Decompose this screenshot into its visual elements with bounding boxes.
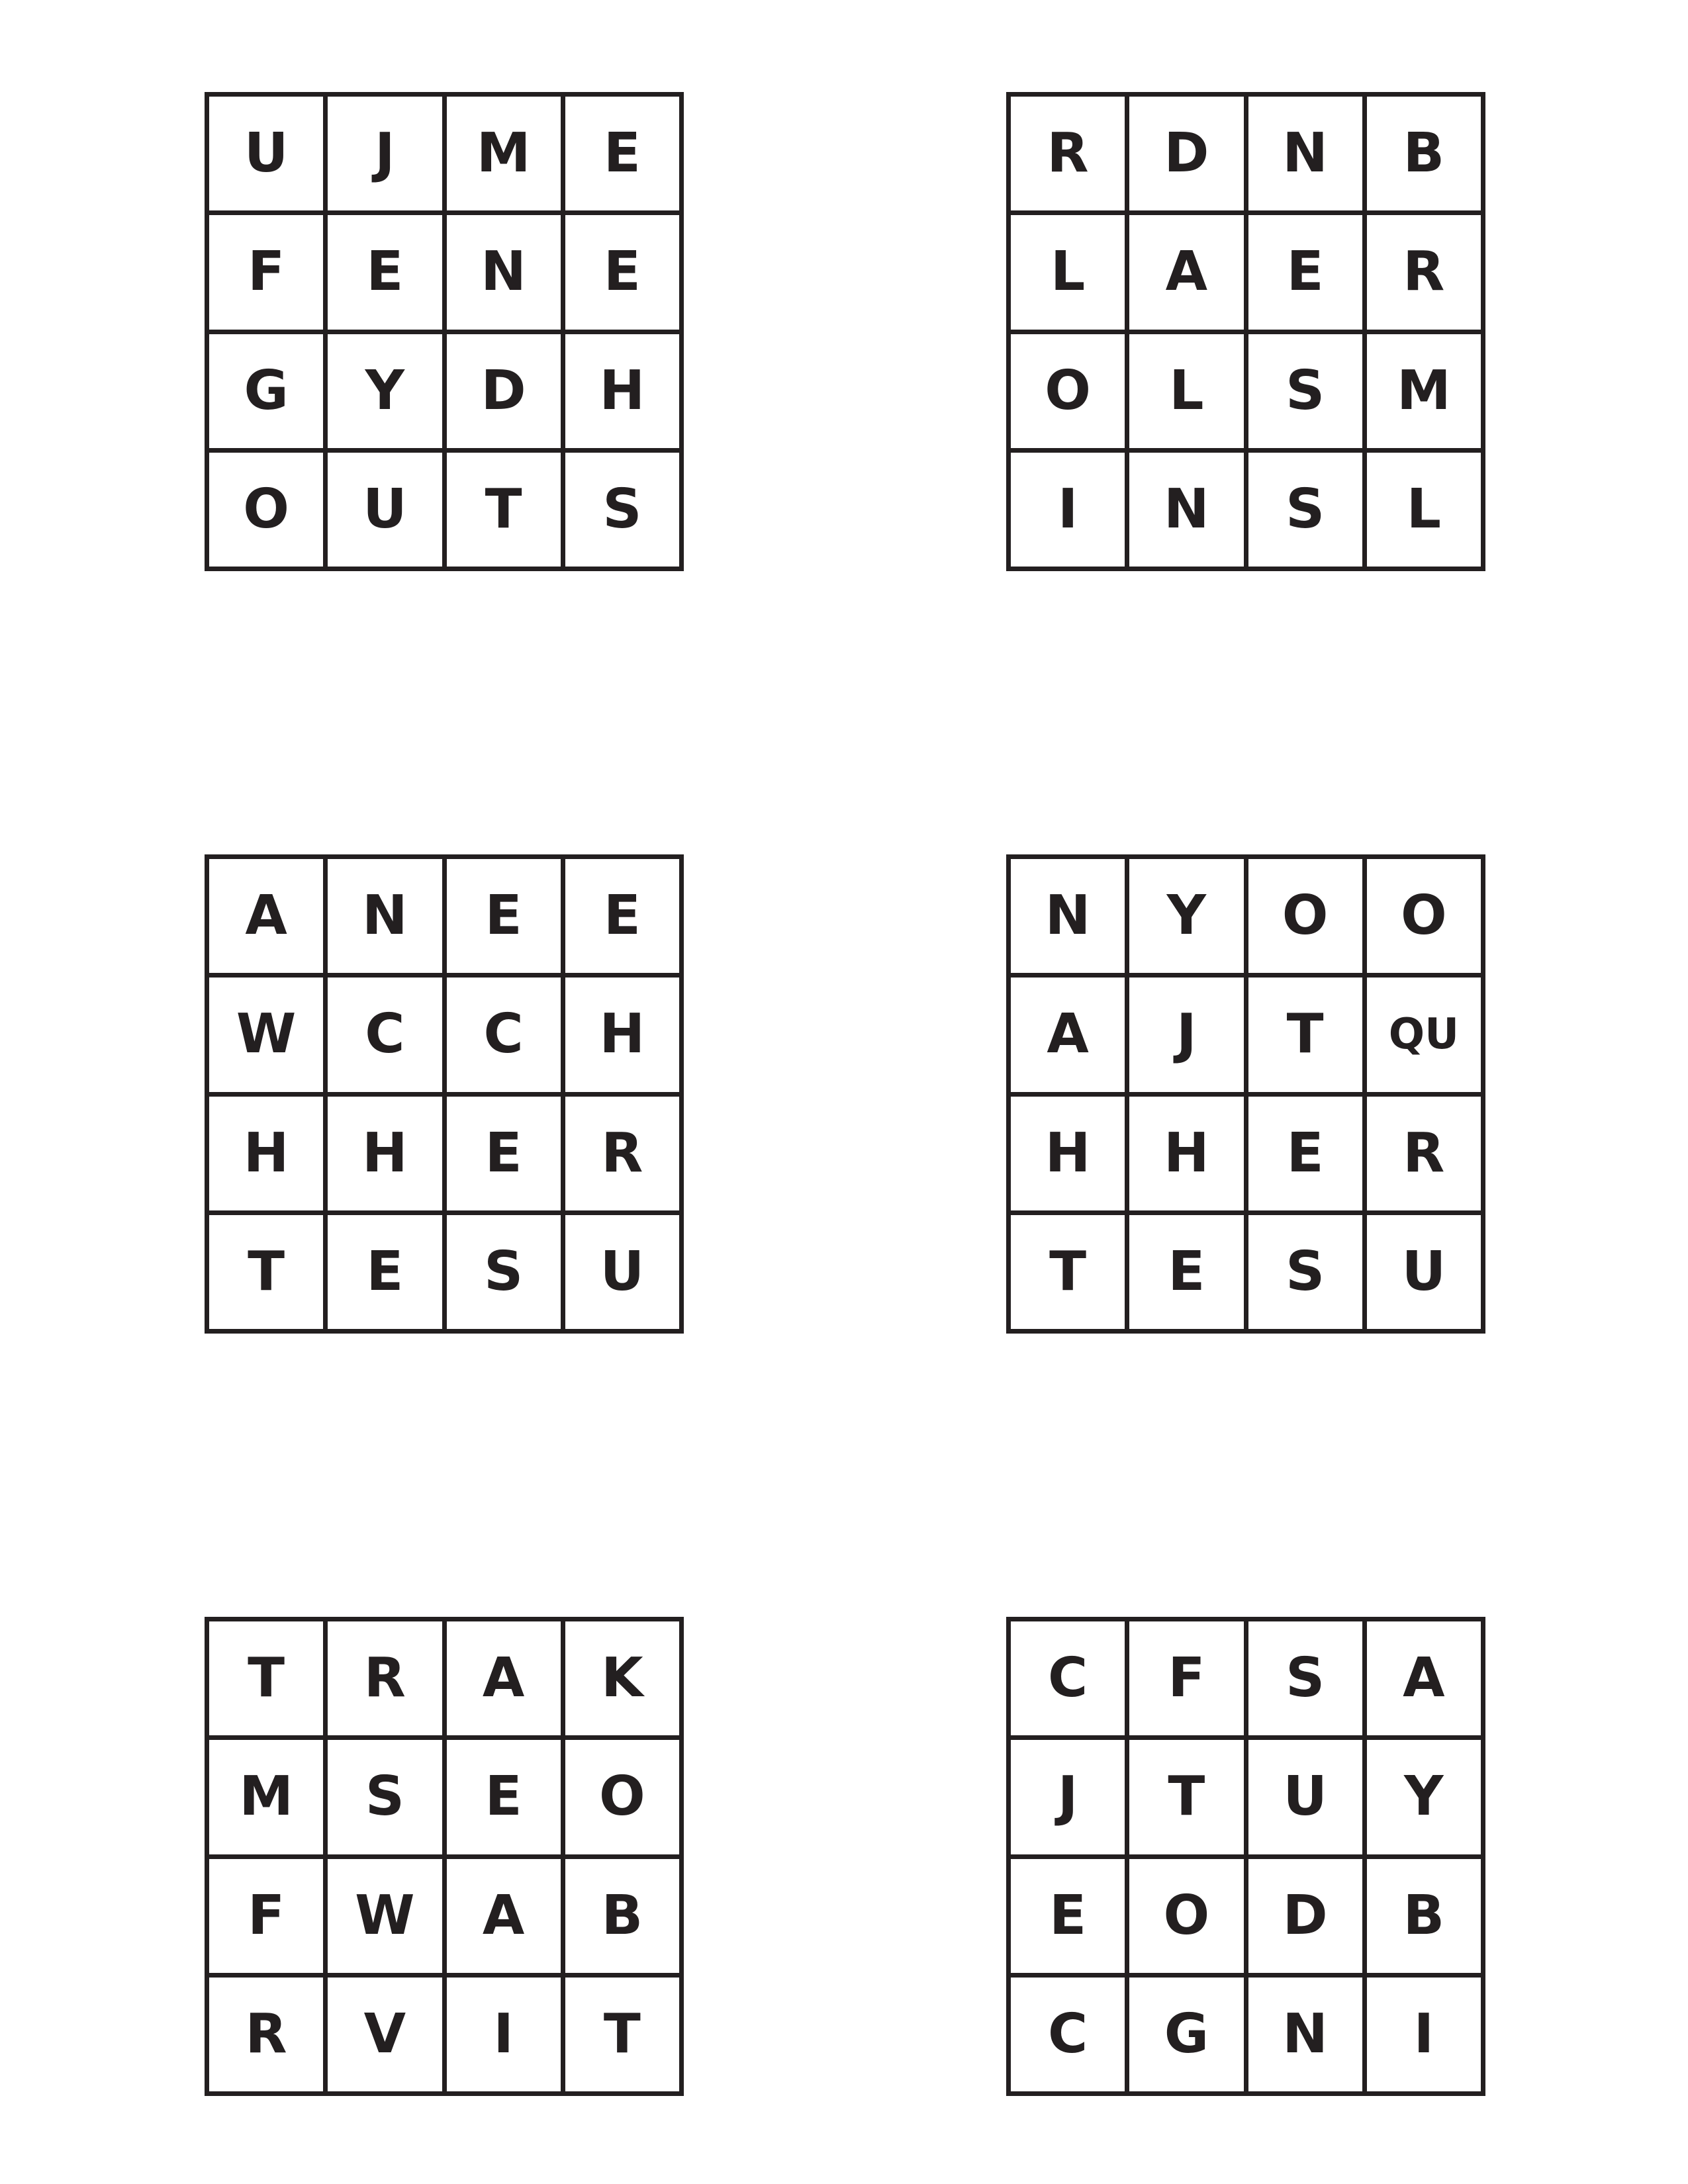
letter-cell: U (1367, 1215, 1481, 1329)
letter-cell: S (565, 453, 679, 567)
letter-cell: D (1248, 1859, 1362, 1973)
letter-cell: O (209, 453, 323, 567)
letter-cell: R (328, 1621, 442, 1735)
letter-cell: L (1129, 334, 1243, 448)
letter-cell: E (565, 859, 679, 973)
letter-cell: D (447, 334, 561, 448)
letter-cell: R (565, 1097, 679, 1210)
letter-cell: K (565, 1621, 679, 1735)
letter-cell: A (1011, 978, 1125, 1091)
letter-cell: O (1248, 859, 1362, 973)
letter-cell: S (1248, 453, 1362, 567)
letter-cell: T (447, 453, 561, 567)
letter-cell: S (447, 1215, 561, 1329)
letter-cell: Y (1367, 1740, 1481, 1854)
letter-cell: R (209, 1978, 323, 2091)
letter-cell: F (209, 215, 323, 329)
letter-cell: R (1367, 1097, 1481, 1210)
letter-cell: Y (1129, 859, 1243, 973)
letter-cell: E (565, 215, 679, 329)
letter-cell: D (1129, 97, 1243, 210)
letter-cell: A (1367, 1621, 1481, 1735)
letter-cell: W (209, 978, 323, 1091)
letter-cell: N (1248, 97, 1362, 210)
letter-cell: G (1129, 1978, 1243, 2091)
letter-cell: T (1129, 1740, 1243, 1854)
letter-cell: T (1248, 978, 1362, 1091)
letter-cell: T (209, 1621, 323, 1735)
letter-cell: T (565, 1978, 679, 2091)
letter-cell: U (1248, 1740, 1362, 1854)
letter-cell: S (328, 1740, 442, 1854)
letter-cell: L (1367, 453, 1481, 567)
letter-cell: O (565, 1740, 679, 1854)
letter-grid-4 (1006, 854, 1485, 1334)
letter-cell: E (328, 215, 442, 329)
letter-cell: J (1129, 978, 1243, 1091)
letter-cell: A (447, 1621, 561, 1735)
letter-cell: A (1129, 215, 1243, 329)
letter-cell: H (209, 1097, 323, 1210)
letter-cell: I (447, 1978, 561, 2091)
letter-cell: A (447, 1859, 561, 1973)
letter-cell: H (565, 978, 679, 1091)
letter-cell: N (328, 859, 442, 973)
letter-cell: E (1248, 215, 1362, 329)
letter-cell: B (1367, 1859, 1481, 1973)
letter-cell: N (1129, 453, 1243, 567)
letter-cell: C (328, 978, 442, 1091)
letter-cell: C (447, 978, 561, 1091)
letter-cell: H (1011, 1097, 1125, 1210)
letter-cell: T (1011, 1215, 1125, 1329)
letter-cell: H (565, 334, 679, 448)
letter-cell: U (328, 453, 442, 567)
letter-cell: R (1011, 97, 1125, 210)
letter-cell: W (328, 1859, 442, 1973)
letter-cell: N (1011, 859, 1125, 973)
letter-cell: V (328, 1978, 442, 2091)
letter-grid-3 (205, 854, 684, 1334)
letter-cell: S (1248, 1621, 1362, 1735)
letter-cell: B (1367, 97, 1481, 210)
letter-grid-6 (1006, 1617, 1485, 2096)
letter-cell: I (1367, 1978, 1481, 2091)
letter-cell: M (1367, 334, 1481, 448)
letter-cell: O (1011, 334, 1125, 448)
letter-cell: O (1367, 859, 1481, 973)
letter-cell: B (565, 1859, 679, 1973)
letter-cell: E (447, 859, 561, 973)
letter-cell: R (1367, 215, 1481, 329)
letter-cell: T (209, 1215, 323, 1329)
letter-cell: F (209, 1859, 323, 1973)
letter-cell: E (1011, 1859, 1125, 1973)
letter-cell: E (565, 97, 679, 210)
letter-cell: G (209, 334, 323, 448)
letter-grid-5 (205, 1617, 684, 2096)
letter-cell: S (1248, 334, 1362, 448)
letter-cell: E (1129, 1215, 1243, 1329)
letter-cell: H (328, 1097, 442, 1210)
letter-cell: QU (1367, 978, 1481, 1091)
letter-cell: C (1011, 1621, 1125, 1735)
letter-cell: F (1129, 1621, 1243, 1735)
letter-cell: E (447, 1097, 561, 1210)
letter-cell: J (328, 97, 442, 210)
letter-grid-2 (1006, 92, 1485, 571)
letter-cell: H (1129, 1097, 1243, 1210)
letter-cell: U (565, 1215, 679, 1329)
letter-cell: I (1011, 453, 1125, 567)
letter-cell: E (447, 1740, 561, 1854)
letter-cell: U (209, 97, 323, 210)
letter-cell: E (328, 1215, 442, 1329)
letter-cell: A (209, 859, 323, 973)
letter-cell: N (447, 215, 561, 329)
letter-cell: J (1011, 1740, 1125, 1854)
letter-cell: S (1248, 1215, 1362, 1329)
letter-cell: Y (328, 334, 442, 448)
letter-cell: L (1011, 215, 1125, 329)
letter-cell: M (209, 1740, 323, 1854)
letter-cell: O (1129, 1859, 1243, 1973)
letter-grid-1 (205, 92, 684, 571)
letter-cell: C (1011, 1978, 1125, 2091)
letter-cell: N (1248, 1978, 1362, 2091)
letter-cell: E (1248, 1097, 1362, 1210)
letter-cell: M (447, 97, 561, 210)
